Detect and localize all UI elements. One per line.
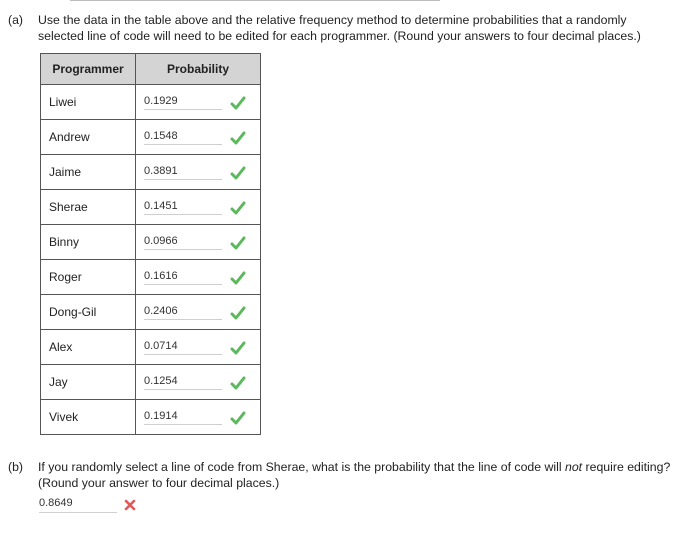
programmer-name: Roger bbox=[41, 260, 136, 295]
question-b-line1-post: require editing? bbox=[582, 460, 671, 474]
table-row bbox=[41, 400, 261, 435]
correct-check-icon bbox=[230, 376, 246, 390]
correct-check-icon bbox=[230, 306, 246, 320]
probability-input[interactable]: 0.1451 bbox=[144, 198, 222, 215]
probability-input[interactable]: 0.1914 bbox=[144, 408, 222, 425]
probability-table bbox=[40, 53, 261, 435]
question-b-line1-pre: If you randomly select a line of code from Sherae, what is the probability that the line of code will bbox=[38, 460, 565, 474]
probability-cell bbox=[136, 225, 261, 260]
question-b-line1 bbox=[38, 459, 670, 475]
table-row bbox=[41, 155, 261, 190]
top-divider bbox=[70, 0, 440, 1]
table-header-row bbox=[41, 54, 261, 85]
question-b-text bbox=[38, 459, 670, 491]
probability-input[interactable]: 0.1548 bbox=[144, 128, 222, 145]
programmer-name: Jay bbox=[41, 365, 136, 400]
probability-cell bbox=[136, 190, 261, 225]
correct-check-icon bbox=[230, 131, 246, 145]
table-row bbox=[41, 330, 261, 365]
question-b-label: (b) bbox=[8, 460, 24, 474]
probability-cell bbox=[136, 260, 261, 295]
correct-check-icon bbox=[230, 271, 246, 285]
probability-input[interactable]: 0.2406 bbox=[144, 303, 222, 320]
table-row bbox=[41, 120, 261, 155]
header-programmer: Programmer bbox=[41, 54, 136, 85]
probability-cell bbox=[136, 155, 261, 190]
table-row bbox=[41, 225, 261, 260]
probability-cell bbox=[136, 295, 261, 330]
question-b-line2: (Round your answer to four decimal places.) bbox=[38, 476, 280, 490]
incorrect-x-icon bbox=[123, 498, 137, 512]
table-row bbox=[41, 365, 261, 400]
programmer-name: Dong-Gil bbox=[41, 295, 136, 330]
probability-cell bbox=[136, 365, 261, 400]
probability-cell bbox=[136, 330, 261, 365]
header-probability: Probability bbox=[136, 54, 261, 85]
probability-input[interactable]: 0.0714 bbox=[144, 338, 222, 355]
table-row bbox=[41, 190, 261, 225]
programmer-name: Jaime bbox=[41, 155, 136, 190]
probability-input[interactable]: 0.1616 bbox=[144, 268, 222, 285]
question-a-text bbox=[38, 12, 641, 44]
probability-input[interactable]: 0.1929 bbox=[144, 93, 222, 110]
probability-input[interactable]: 0.3891 bbox=[144, 163, 222, 180]
programmer-name: Sherae bbox=[41, 190, 136, 225]
table-row bbox=[41, 260, 261, 295]
correct-check-icon bbox=[230, 201, 246, 215]
programmer-name: Alex bbox=[41, 330, 136, 365]
programmer-name: Vivek bbox=[41, 400, 136, 435]
programmer-name: Andrew bbox=[41, 120, 136, 155]
probability-input[interactable]: 0.1254 bbox=[144, 373, 222, 390]
table-row bbox=[41, 85, 261, 120]
correct-check-icon bbox=[230, 166, 246, 180]
probability-cell bbox=[136, 120, 261, 155]
correct-check-icon bbox=[230, 341, 246, 355]
correct-check-icon bbox=[230, 236, 246, 250]
probability-cell bbox=[136, 400, 261, 435]
correct-check-icon bbox=[230, 411, 246, 425]
answer-b-input[interactable]: 0.8649 bbox=[39, 495, 117, 513]
probability-cell bbox=[136, 85, 261, 120]
correct-check-icon bbox=[230, 96, 246, 110]
question-b-emphasis: not bbox=[565, 460, 583, 474]
probability-input[interactable]: 0.0966 bbox=[144, 233, 222, 250]
programmer-name: Binny bbox=[41, 225, 136, 260]
table-row bbox=[41, 295, 261, 330]
question-a-line2: selected line of code will need to be edited for each programmer. (Round your answers to four decimal places.) bbox=[38, 29, 641, 43]
programmer-name: Liwei bbox=[41, 85, 136, 120]
question-a-label: (a) bbox=[8, 13, 24, 27]
question-a-line1: Use the data in the table above and the relative frequency method to determine probabilities that a randomly bbox=[38, 13, 627, 27]
